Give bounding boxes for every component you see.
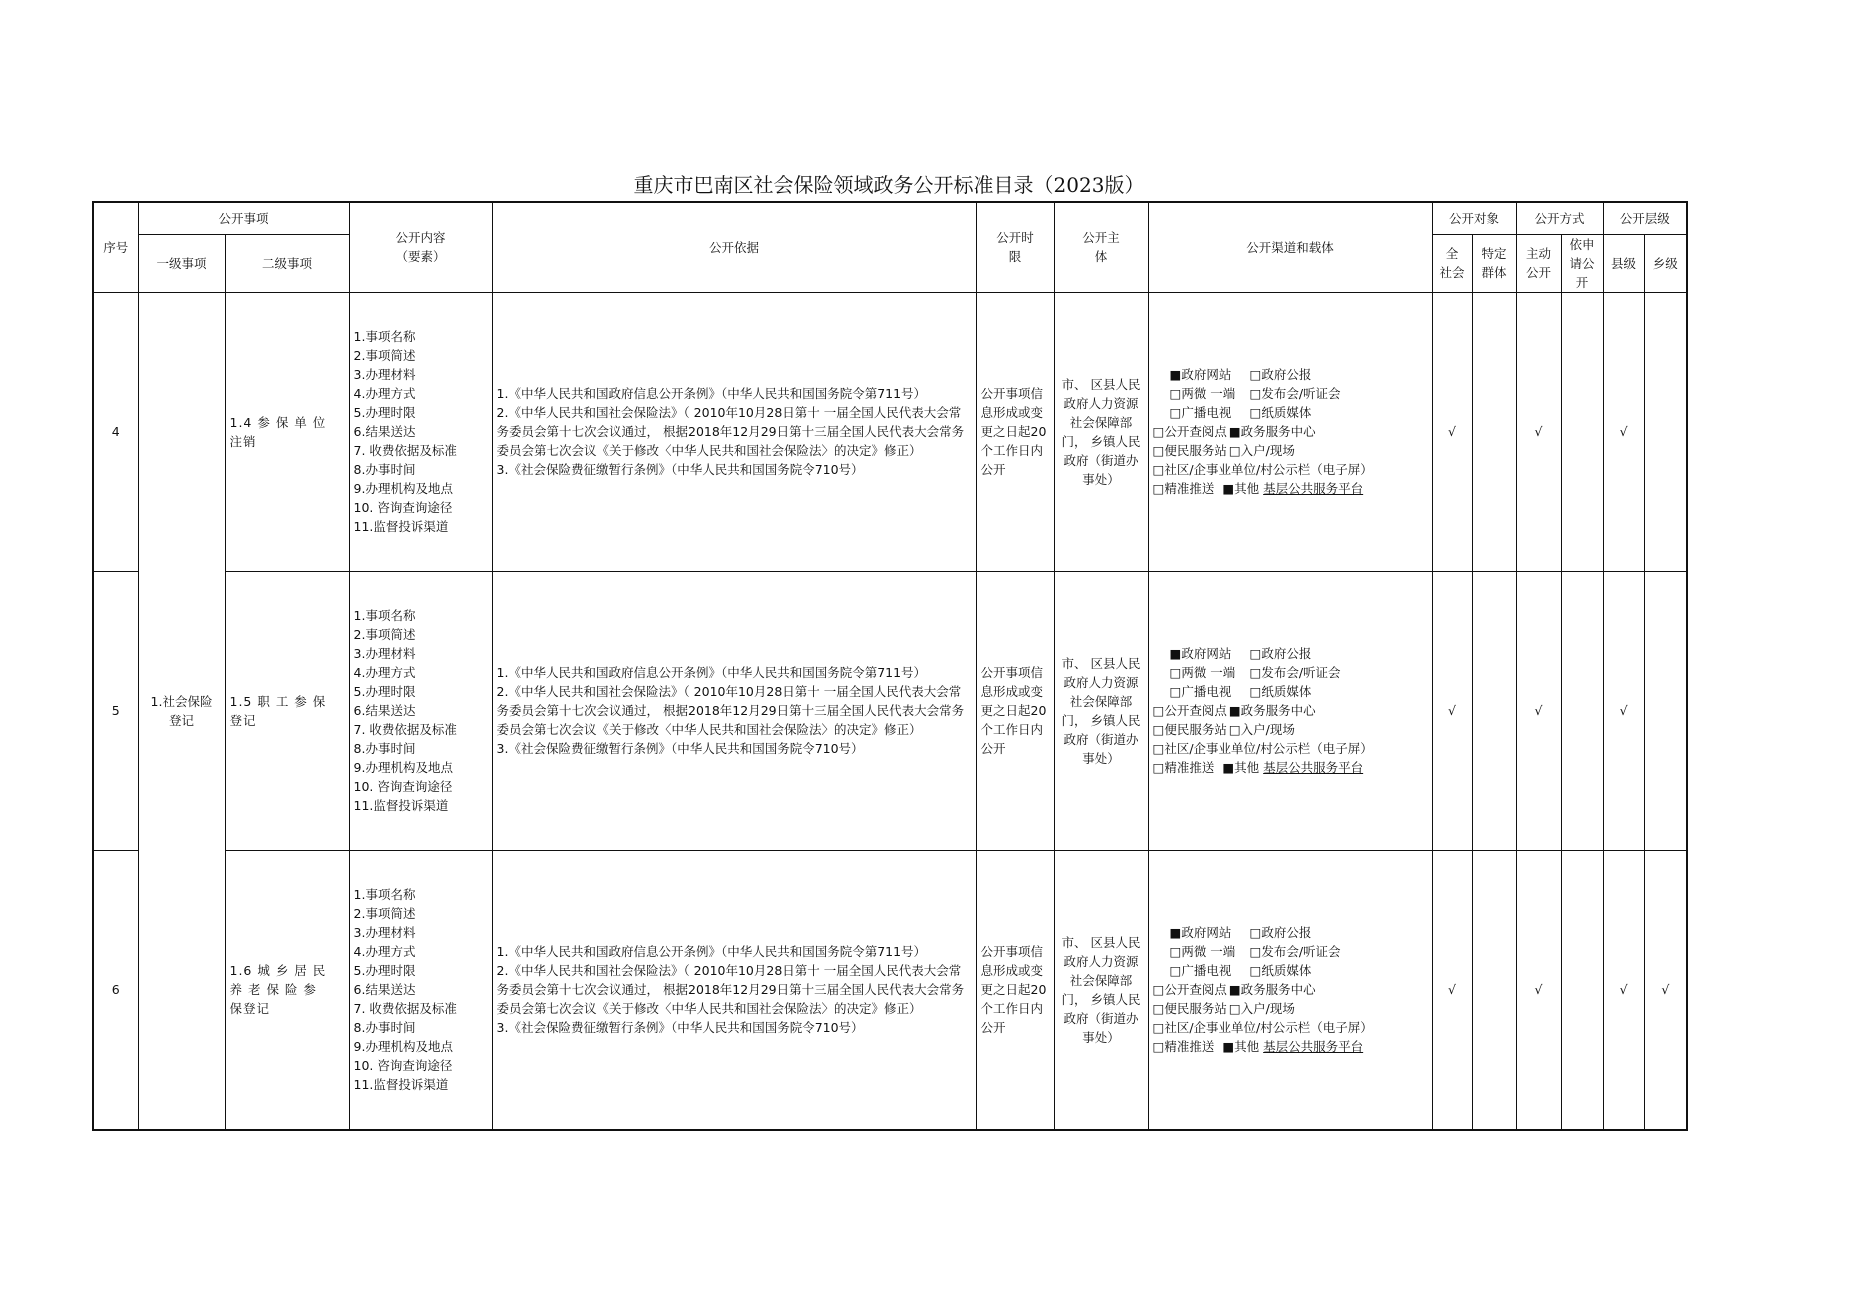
check-target-all: √ [1432, 292, 1472, 571]
basis-item: 2.《中华人民共和国社会保险法》（ 2010年10月28日第十 一届全国人民代表大会常务委员会第十七次会议通过， 根据2018年12月29日第十三届全国人民代表大会常务委员会第七次会议《关于修改〈中华人民共和国社会保险法〉的决定》修正） [496, 684, 965, 737]
check-level-county: √ [1603, 292, 1644, 571]
content-element: 4.办理方式 [353, 386, 416, 401]
basis-item: 1.《中华人民共和国政府信息公开条例》（中华人民共和国国务院令第711号） [496, 386, 927, 401]
row-seq: 5 [93, 571, 138, 850]
channel-other: ■其他 [1222, 481, 1260, 496]
content-element: 8.办事时间 [353, 1020, 416, 1035]
content-elements [349, 571, 492, 850]
content-element: 6.结果送达 [353, 703, 416, 718]
level2-item: 1.5 职 工 参 保 登记 [225, 571, 349, 850]
basis-item: 2.《中华人民共和国社会保险法》（ 2010年10月28日第十 一届全国人民代表大会常务委员会第十七次会议通过， 根据2018年12月29日第十三届全国人民代表大会常务委员会第七次会议《关于修改〈中华人民共和国社会保险法〉的决定》修正） [496, 405, 965, 458]
document-title: 重庆市巴南区社会保险领域政务公开标准目录（2023版） [633, 173, 1145, 197]
channels-list [1148, 850, 1432, 1130]
header-level-county: 县级 [1603, 234, 1644, 292]
channel-precise-push: □精准推送 [1152, 481, 1215, 496]
content-element: 10. 咨询查询途径 [353, 779, 453, 794]
header-time-limit: 公开时 限 [976, 202, 1054, 292]
header-level2: 二级事项 [225, 234, 349, 292]
basis-item: 1.《中华人民共和国政府信息公开条例》（中华人民共和国国务院令第711号） [496, 665, 927, 680]
content-element: 10. 咨询查询途径 [353, 1058, 453, 1073]
basis-list [492, 850, 976, 1130]
channel-press-conf: □发布会/听证会 [1249, 665, 1341, 680]
check-level-town: √ [1644, 850, 1687, 1130]
level2-item: 1.6 城 乡 居 民 养 老 保 险 参 保登记 [225, 850, 349, 1130]
basis-item: 3.《社会保险费征缴暂行条例》（中华人民共和国国务院令710号） [496, 741, 864, 756]
channel-gov-website: ■政府网站 [1169, 367, 1232, 382]
content-element: 1.事项名称 [353, 329, 416, 344]
content-element: 3.办理材料 [353, 925, 416, 940]
channel-two-micro: □两微 一端 [1169, 944, 1236, 959]
header-matter: 公开事项 [138, 202, 349, 234]
content-element: 4.办理方式 [353, 944, 416, 959]
basis-item: 1.《中华人民共和国政府信息公开条例》（中华人民共和国国务院令第711号） [496, 944, 927, 959]
header-target-specific: 特定 群体 [1472, 234, 1516, 292]
content-element: 5.办理时限 [353, 405, 416, 420]
check-target-all: √ [1432, 850, 1472, 1130]
channel-community-board: □社区/企事业单位/村公示栏（电子屏） [1152, 1020, 1373, 1035]
header-level-town: 乡级 [1644, 234, 1687, 292]
content-element: 1.事项名称 [353, 608, 416, 623]
channel-press-conf: □发布会/听证会 [1249, 386, 1341, 401]
content-element: 5.办理时限 [353, 963, 416, 978]
table-row [93, 292, 1687, 571]
header-subject: 公开主 体 [1054, 202, 1148, 292]
header-channels: 公开渠道和载体 [1148, 202, 1432, 292]
header-target-all: 全 社会 [1432, 234, 1472, 292]
channel-broadcast-tv: □广播电视 [1169, 684, 1232, 699]
channel-service-center: ■政务服务中心 [1228, 982, 1316, 997]
check-level-county: √ [1603, 571, 1644, 850]
content-element: 5.办理时限 [353, 684, 416, 699]
channel-community-board: □社区/企事业单位/村公示栏（电子屏） [1152, 741, 1373, 756]
channel-other-value: 基层公共服务平台 [1263, 1039, 1364, 1054]
table-row [93, 850, 1687, 1130]
channel-reading-room: □公开查阅点 [1152, 703, 1227, 718]
channel-paper-media: □纸质媒体 [1249, 405, 1312, 420]
check-method-active: √ [1516, 571, 1561, 850]
channel-other-value: 基层公共服务平台 [1263, 760, 1364, 775]
content-element: 11.监督投诉渠道 [353, 1077, 449, 1092]
content-element: 11.监督投诉渠道 [353, 798, 449, 813]
content-element: 3.办理材料 [353, 646, 416, 661]
subject: 市、 区县人民政府人力资源社会保障部门， 乡镇人民政府（街道办事处） [1054, 850, 1148, 1130]
channel-precise-push: □精准推送 [1152, 760, 1215, 775]
channels-list [1148, 292, 1432, 571]
content-element: 2.事项简述 [353, 348, 416, 363]
content-element: 2.事项简述 [353, 627, 416, 642]
channel-door-to-door: □入户/现场 [1228, 722, 1295, 737]
catalog-table [92, 201, 1688, 1131]
content-element: 6.结果送达 [353, 424, 416, 439]
channel-precise-push: □精准推送 [1152, 1039, 1215, 1054]
check-level-town [1644, 571, 1687, 850]
channel-broadcast-tv: □广播电视 [1169, 963, 1232, 978]
channel-paper-media: □纸质媒体 [1249, 684, 1312, 699]
row-seq: 4 [93, 292, 138, 571]
header-target: 公开对象 [1432, 202, 1516, 234]
time-limit: 公开事项信息形成或变更之日起20个工作日内公开 [976, 292, 1054, 571]
row-seq: 6 [93, 850, 138, 1130]
check-target-specific [1472, 292, 1516, 571]
header-level1: 一级事项 [138, 234, 225, 292]
check-method-request [1561, 292, 1603, 571]
check-method-request [1561, 850, 1603, 1130]
content-element: 11.监督投诉渠道 [353, 519, 449, 534]
channel-gov-website: ■政府网站 [1169, 925, 1232, 940]
channel-service-center: ■政务服务中心 [1228, 424, 1316, 439]
subject: 市、 区县人民政府人力资源社会保障部门， 乡镇人民政府（街道办事处） [1054, 571, 1148, 850]
header-method: 公开方式 [1516, 202, 1603, 234]
content-element: 10. 咨询查询途径 [353, 500, 453, 515]
channel-gov-gazette: □政府公报 [1249, 367, 1312, 382]
content-element: 8.办事时间 [353, 741, 416, 756]
channel-other-value: 基层公共服务平台 [1263, 481, 1364, 496]
level2-item: 1.4 参 保 单 位 注销 [225, 292, 349, 571]
channel-two-micro: □两微 一端 [1169, 386, 1236, 401]
header-method-request: 依申 请公 开 [1561, 234, 1603, 292]
channel-broadcast-tv: □广播电视 [1169, 405, 1232, 420]
channel-gov-gazette: □政府公报 [1249, 925, 1312, 940]
check-method-active: √ [1516, 292, 1561, 571]
subject: 市、 区县人民政府人力资源社会保障部门， 乡镇人民政府（街道办事处） [1054, 292, 1148, 571]
header-content: 公开内容 （要素） [349, 202, 492, 292]
content-element: 9.办理机构及地点 [353, 760, 453, 775]
content-element: 2.事项简述 [353, 906, 416, 921]
channel-press-conf: □发布会/听证会 [1249, 944, 1341, 959]
channel-reading-room: □公开查阅点 [1152, 424, 1227, 439]
header-basis: 公开依据 [492, 202, 976, 292]
time-limit: 公开事项信息形成或变更之日起20个工作日内公开 [976, 571, 1054, 850]
basis-list [492, 571, 976, 850]
table-row [93, 571, 1687, 850]
content-element: 3.办理材料 [353, 367, 416, 382]
content-element: 9.办理机构及地点 [353, 481, 453, 496]
check-target-specific [1472, 850, 1516, 1130]
content-element: 1.事项名称 [353, 887, 416, 902]
check-target-specific [1472, 571, 1516, 850]
content-element: 8.办事时间 [353, 462, 416, 477]
check-target-all: √ [1432, 571, 1472, 850]
channel-gov-gazette: □政府公报 [1249, 646, 1312, 661]
basis-item: 3.《社会保险费征缴暂行条例》（中华人民共和国国务院令710号） [496, 462, 864, 477]
channel-service-center: ■政务服务中心 [1228, 703, 1316, 718]
channel-door-to-door: □入户/现场 [1228, 443, 1295, 458]
content-element: 6.结果送达 [353, 982, 416, 997]
header-seq: 序号 [93, 202, 138, 292]
basis-list [492, 292, 976, 571]
channel-other: ■其他 [1222, 1039, 1260, 1054]
channel-community-board: □社区/企事业单位/村公示栏（电子屏） [1152, 462, 1373, 477]
content-element: 7. 收费依据及标准 [353, 443, 457, 458]
channels-list [1148, 571, 1432, 850]
content-element: 4.办理方式 [353, 665, 416, 680]
level1-item: 1.社会保险 登记 [138, 292, 225, 1130]
check-method-request [1561, 571, 1603, 850]
channel-service-station: □便民服务站 [1152, 443, 1227, 458]
check-level-town [1644, 292, 1687, 571]
channel-gov-website: ■政府网站 [1169, 646, 1232, 661]
channel-paper-media: □纸质媒体 [1249, 963, 1312, 978]
channel-two-micro: □两微 一端 [1169, 665, 1236, 680]
header-level: 公开层级 [1603, 202, 1687, 234]
content-elements [349, 292, 492, 571]
basis-item: 3.《社会保险费征缴暂行条例》（中华人民共和国国务院令710号） [496, 1020, 864, 1035]
content-element: 7. 收费依据及标准 [353, 1001, 457, 1016]
content-element: 9.办理机构及地点 [353, 1039, 453, 1054]
time-limit: 公开事项信息形成或变更之日起20个工作日内公开 [976, 850, 1054, 1130]
channel-other: ■其他 [1222, 760, 1260, 775]
channel-reading-room: □公开查阅点 [1152, 982, 1227, 997]
content-element: 7. 收费依据及标准 [353, 722, 457, 737]
channel-service-station: □便民服务站 [1152, 1001, 1227, 1016]
check-method-active: √ [1516, 850, 1561, 1130]
content-elements [349, 850, 492, 1130]
header-method-active: 主动 公开 [1516, 234, 1561, 292]
check-level-county: √ [1603, 850, 1644, 1130]
basis-item: 2.《中华人民共和国社会保险法》（ 2010年10月28日第十 一届全国人民代表大会常务委员会第十七次会议通过， 根据2018年12月29日第十三届全国人民代表大会常务委员会第七次会议《关于修改〈中华人民共和国社会保险法〉的决定》修正） [496, 963, 965, 1016]
channel-service-station: □便民服务站 [1152, 722, 1227, 737]
channel-door-to-door: □入户/现场 [1228, 1001, 1295, 1016]
